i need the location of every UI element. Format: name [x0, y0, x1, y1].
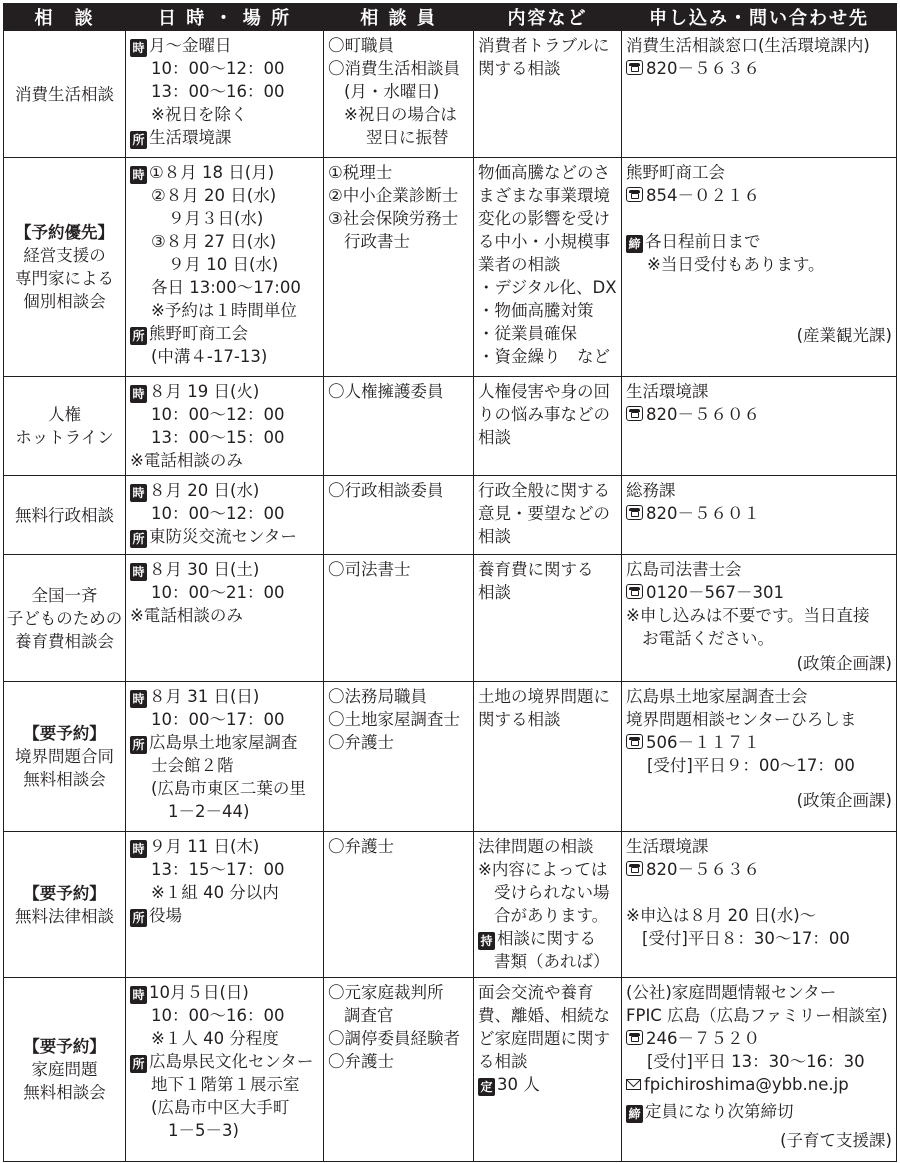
content-line: ・物価高騰対策: [478, 301, 594, 320]
contact-line: 生活環境課: [626, 837, 709, 856]
content-cell: [474, 555, 622, 682]
category-line: 経営支援の: [23, 246, 106, 265]
content-cell: [474, 832, 622, 978]
content-line: 物価高騰などのさ: [478, 163, 610, 182]
contact-cell: [622, 158, 897, 377]
schedule-line: 10：00～12：00: [151, 405, 285, 424]
time-icon: 時: [130, 484, 147, 502]
schedule-line: 1－5－3): [168, 1121, 239, 1140]
staff-line: 〇弁護士: [328, 1052, 394, 1071]
schedule-line: ※電話相談のみ: [130, 451, 243, 470]
phone-number: 820－５６３６: [646, 59, 760, 78]
schedule-line: ８月 30 日(土): [149, 560, 260, 579]
schedule-cell: [126, 158, 324, 377]
deadline-icon: 締: [626, 235, 643, 253]
staff-line: 〇元家庭裁判所: [328, 983, 444, 1002]
content-line: 30 人: [497, 1075, 540, 1094]
contact-line: 境界問題相談センターひろしま: [626, 710, 857, 729]
contact-line: 生活環境課: [626, 382, 709, 401]
content-line: 土地の境界問題に: [478, 687, 610, 706]
category-cell: [4, 978, 126, 1162]
schedule-line: ※電話相談のみ: [130, 606, 243, 625]
content-line: 面会交流や養育: [478, 983, 594, 1002]
phone-number: 820－５６３６: [646, 860, 760, 879]
category-line: 無料相談会: [23, 770, 106, 789]
content-cell: [474, 978, 622, 1162]
place-icon: 所: [130, 1055, 147, 1073]
schedule-line: 熊野町商工会: [149, 324, 248, 343]
staff-line: 〇司法書士: [328, 560, 411, 579]
contact-line: 総務課: [626, 481, 676, 500]
staff-line: 〇消費生活相談員: [328, 59, 460, 78]
content-line: 関する相談: [478, 710, 561, 729]
content-line: 相談: [478, 527, 511, 546]
content-line: 相談: [478, 428, 511, 447]
schedule-line: ※祝日を除く: [151, 105, 248, 124]
contact-line: 広島司法書士会: [626, 560, 742, 579]
phone-number: 246－７５２０: [646, 1029, 760, 1048]
schedule-line: ８月 31 日(日): [149, 687, 260, 706]
contact-line: FPIC 広島（広島ファミリー相談室): [626, 1006, 888, 1025]
schedule-line: 13：00～16：00: [151, 82, 285, 101]
schedule-line: ②８月 20 日(水): [151, 186, 277, 205]
phone-number: 820－５６０６: [646, 405, 760, 424]
schedule-line: 広島県民文化センター: [149, 1052, 314, 1071]
header-staff: 相 談 員: [324, 4, 474, 31]
content-line: 養育費に関する: [478, 560, 594, 579]
content-line: 意見・要望などの: [478, 504, 610, 523]
category-line: 【要予約】: [23, 1037, 106, 1056]
header-content: 内容など: [474, 4, 622, 31]
category-cell: [4, 832, 126, 978]
time-icon: 時: [130, 840, 147, 858]
mail-icon: [626, 1079, 641, 1090]
staff-cell: [324, 377, 474, 476]
phone-icon: [626, 60, 643, 75]
contact-line: 各日程前日まで: [645, 232, 761, 251]
schedule-line: ※１人 40 分程度: [151, 1029, 279, 1048]
staff-cell: [324, 555, 474, 682]
schedule-line: ９月 11 日(木): [149, 837, 260, 856]
schedule-line: (広島市中区大手町: [151, 1098, 290, 1117]
schedule-line: 13：15～17：00: [151, 860, 285, 879]
table-row: [4, 832, 897, 978]
schedule-cell: [126, 978, 324, 1162]
time-icon: 時: [130, 166, 147, 184]
schedule-line: (広島市東区二葉の里: [151, 779, 306, 798]
header-category: 相 談: [4, 4, 126, 31]
schedule-line: 地下１階第１展示室: [151, 1075, 300, 1094]
category-line: 【要予約】: [23, 724, 106, 743]
content-line: ・従業員確保: [478, 324, 577, 343]
time-icon: 時: [130, 39, 147, 57]
staff-line: 翌日に振替: [366, 128, 449, 147]
content-line: 業者の相談: [478, 255, 561, 274]
category-cell: [4, 476, 126, 555]
staff-line: 〇土地家屋調査士: [328, 710, 460, 729]
department-label: (子育て支援課): [780, 1131, 892, 1150]
schedule-line: 各日 13:00～17:00: [151, 278, 301, 297]
staff-line: 〇行政相談委員: [328, 481, 444, 500]
contact-cell: [622, 682, 897, 832]
table-row: [4, 377, 897, 476]
category-line: 全国一斉: [31, 585, 98, 605]
content-line: 費、離婚、相続な: [478, 1006, 610, 1025]
content-line: 相談に関する: [497, 929, 596, 948]
schedule-line: 13：00～15：00: [151, 428, 285, 447]
contact-cell: [622, 476, 897, 555]
contact-cell: [622, 31, 897, 158]
time-icon: 時: [130, 986, 147, 1004]
phone-icon: [626, 1030, 643, 1045]
schedule-line: ※１組 40 分以内: [151, 883, 279, 902]
department-label: (政策企画課): [796, 791, 892, 810]
content-line: まざまな事業環境: [478, 186, 610, 205]
staff-line: 行政書士: [344, 232, 410, 251]
header-row: [4, 4, 897, 31]
staff-line: 〇調停委員経験者: [328, 1029, 460, 1048]
staff-cell: [324, 978, 474, 1162]
category-line: 個別相談会: [23, 292, 106, 311]
content-cell: [474, 377, 622, 476]
category-line: 消費生活相談: [15, 84, 114, 104]
staff-line: 〇人権擁護委員: [328, 382, 444, 401]
category-line: 境界問題合同: [15, 747, 114, 766]
staff-line: 調査官: [344, 1006, 394, 1025]
category-line: 人権: [48, 405, 81, 424]
staff-line: 〇法務局職員: [328, 687, 427, 706]
schedule-line: 東防災交流センター: [149, 527, 297, 546]
contact-cell: [622, 978, 897, 1162]
schedule-line: (中溝４-17-13): [151, 347, 268, 366]
category-line: 無料行政相談: [15, 505, 114, 525]
staff-cell: [324, 832, 474, 978]
staff-line: ③社会保険労務士: [328, 209, 459, 228]
department-label: (政策企画課): [796, 654, 892, 673]
category-line: 専門家による: [15, 269, 114, 288]
phone-icon: [626, 187, 643, 202]
contact-line: [受付]平日９：00～17：00: [647, 756, 855, 775]
contact-line: 広島県土地家屋調査士会: [626, 687, 808, 706]
schedule-line: 1－2－44): [168, 802, 250, 821]
staff-cell: [324, 476, 474, 555]
content-line: 法律問題の相談: [478, 837, 594, 856]
category-line: 【要予約】: [23, 883, 106, 903]
content-line: 関する相談: [478, 59, 561, 78]
content-line: 合があります。: [494, 906, 609, 925]
bring-icon: 持: [478, 932, 495, 950]
content-line: ・デジタル化、DX: [478, 278, 617, 297]
phone-icon: [626, 734, 643, 749]
place-icon: 所: [130, 736, 147, 754]
schedule-line: 月～金曜日: [149, 36, 232, 55]
staff-line: 〇弁護士: [328, 733, 394, 752]
category-cell: [4, 555, 126, 682]
content-cell: [474, 31, 622, 158]
category-cell: [4, 158, 126, 377]
header-datetime-place: 日 時 ・ 場 所: [126, 4, 324, 31]
staff-line: ①税理士: [328, 163, 393, 182]
deadline-icon: 締: [626, 1105, 643, 1123]
phone-icon: [626, 406, 643, 421]
schedule-line: ９月３日(水): [168, 209, 264, 228]
staff-cell: [324, 682, 474, 832]
staff-line: (月・水曜日): [344, 82, 440, 101]
content-line: る相談: [478, 1052, 528, 1071]
place-icon: 所: [130, 909, 147, 927]
content-cell: [474, 682, 622, 832]
table-row: [4, 476, 897, 555]
schedule-line: 10：00～21：00: [151, 583, 285, 602]
consultation-table: [3, 3, 897, 1162]
staff-line: 〇町職員: [328, 36, 394, 55]
contact-line: [受付]平日８：30～17：00: [642, 929, 850, 948]
staff-line: ②中小企業診断士: [328, 186, 459, 205]
schedule-line: 10月５日(日): [149, 983, 249, 1002]
email-address[interactable]: fpichiroshima@ybb.ne.jp: [644, 1075, 849, 1094]
table-row: [4, 31, 897, 158]
category-line: 無料法律相談: [15, 906, 114, 926]
header-contact: 申し込み・問い合わせ先: [622, 4, 897, 31]
table-row: [4, 978, 897, 1162]
contact-line: (公社)家庭問題情報センター: [626, 983, 837, 1002]
content-line: 変化の影響を受け: [478, 209, 610, 228]
phone-number: 820－５６０１: [646, 504, 760, 523]
content-line: 消費者トラブルに: [478, 36, 610, 55]
content-line: 行政全般に関する: [478, 481, 610, 500]
category-line: ホットライン: [15, 428, 114, 447]
contact-line: 熊野町商工会: [626, 163, 725, 182]
table-row: [4, 682, 897, 832]
content-line: りの悩み事などの: [478, 405, 610, 424]
schedule-line: 10：00～17：00: [151, 710, 285, 729]
contact-cell: [622, 555, 897, 682]
place-icon: 所: [130, 131, 147, 149]
staff-cell: [324, 158, 474, 377]
category-line: 家庭問題: [31, 1060, 98, 1079]
category-line: 養育費相談会: [15, 631, 114, 651]
schedule-line: ９月 10 日(水): [168, 255, 279, 274]
schedule-cell: [126, 832, 324, 978]
schedule-line: 10：00～12：00: [151, 504, 285, 523]
department-label: (産業観光課): [796, 326, 892, 345]
schedule-cell: [126, 555, 324, 682]
content-line: ど家庭問題に関す: [478, 1029, 610, 1048]
phone-icon: [626, 861, 643, 876]
content-cell: [474, 476, 622, 555]
schedule-cell: [126, 31, 324, 158]
schedule-line: 広島県土地家屋調査: [149, 733, 298, 752]
schedule-line: 10：00～12：00: [151, 59, 285, 78]
place-icon: 所: [130, 327, 147, 345]
category-cell: [4, 31, 126, 158]
category-line: 無料相談会: [23, 1083, 106, 1102]
contact-line: 定員になり次第締切: [645, 1102, 794, 1121]
content-cell: [474, 158, 622, 377]
schedule-line: ③８月 27 日(水): [151, 232, 277, 251]
contact-line: [受付]平日 13：30～16：30: [647, 1052, 865, 1071]
content-line: 受けられない場: [494, 883, 610, 902]
category-cell: [4, 682, 126, 832]
schedule-line: 10：00～16：00: [151, 1006, 285, 1025]
schedule-line: ※予約は１時間単位: [151, 301, 297, 320]
phone-number: 506－１１７１: [646, 733, 760, 752]
schedule-cell: [126, 682, 324, 832]
capacity-icon: 定: [478, 1078, 495, 1096]
table-row: [4, 158, 897, 377]
staff-cell: [324, 31, 474, 158]
phone-number: 854－０２１６: [646, 186, 760, 205]
schedule-cell: [126, 476, 324, 555]
category-line: 子どものための: [6, 608, 123, 628]
phone-icon: [626, 505, 643, 520]
contact-cell: [622, 377, 897, 476]
contact-line: お電話ください。: [642, 629, 774, 648]
time-icon: 時: [130, 563, 147, 581]
content-line: 人権侵害や身の回: [478, 382, 610, 401]
schedule-line: ①８月 18 日(月): [149, 163, 275, 182]
content-line: 相談: [478, 583, 511, 602]
category-cell: [4, 377, 126, 476]
schedule-line: 生活環境課: [149, 128, 232, 147]
content-line: 書類（あれば）: [494, 952, 610, 971]
place-icon: 所: [130, 530, 147, 548]
content-line: ※内容によっては: [478, 860, 608, 879]
contact-line: ※当日受付もあります。: [647, 255, 825, 274]
content-line: る中小・小規模事: [478, 232, 610, 251]
phone-icon: [626, 584, 643, 599]
time-icon: 時: [130, 690, 147, 708]
table-row: [4, 555, 897, 682]
schedule-cell: [126, 377, 324, 476]
contact-line: 消費生活相談窓口(生活環境課内): [626, 36, 870, 55]
contact-line: ※申し込みは不要です。当日直接: [626, 606, 870, 625]
contact-cell: [622, 832, 897, 978]
contact-line: ※申込は８月 20 日(水)～: [626, 906, 817, 925]
schedule-line: 士会館２階: [151, 756, 234, 775]
category-line: 【予約優先】: [15, 223, 114, 242]
staff-line: ※祝日の場合は: [344, 105, 457, 124]
phone-number: 0120－567－301: [646, 583, 784, 602]
time-icon: 時: [130, 385, 147, 403]
staff-line: 〇弁護士: [328, 837, 394, 856]
schedule-line: 役場: [149, 906, 182, 925]
schedule-line: ８月 20 日(水): [149, 481, 260, 500]
content-line: ・資金繰り など: [478, 347, 610, 366]
schedule-line: ８月 19 日(火): [149, 382, 260, 401]
